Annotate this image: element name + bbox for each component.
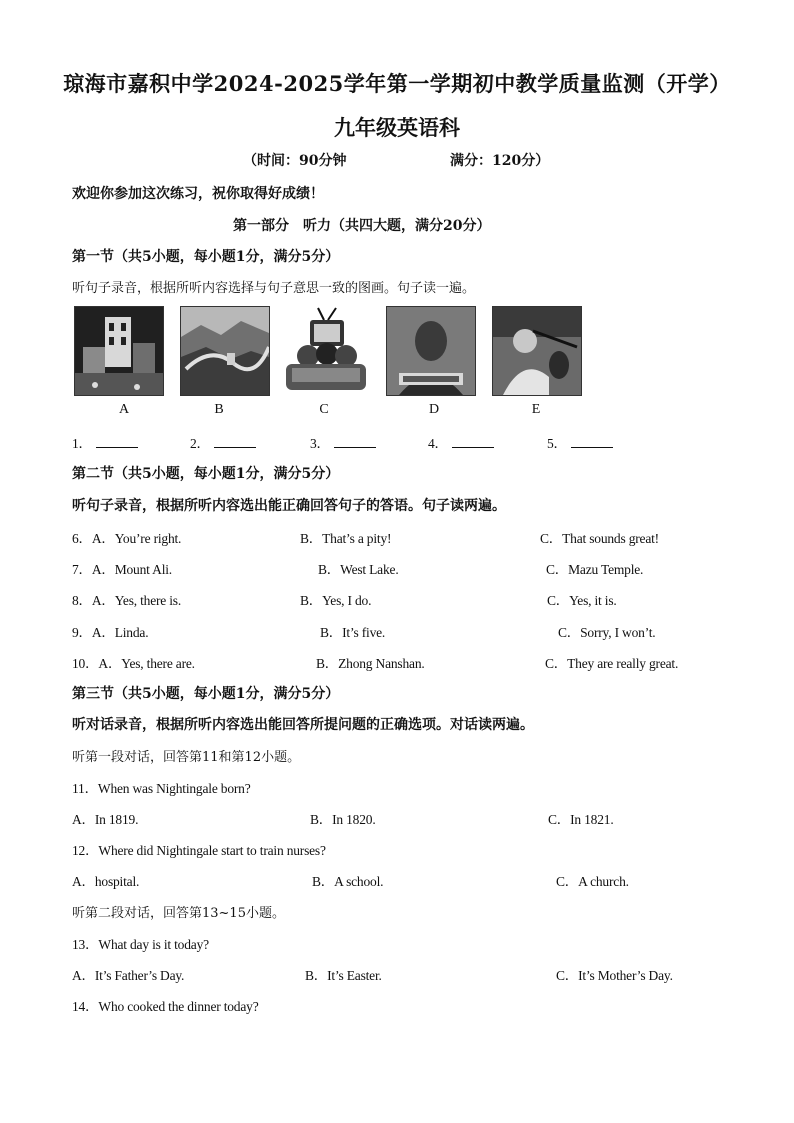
question-12-option-a[interactable]: A．hospital. xyxy=(72,874,140,889)
question-13-option-a[interactable]: A．It’s Father’s Day. xyxy=(72,968,185,983)
great-wall-image xyxy=(180,306,270,396)
question-7-option-b[interactable]: B．West Lake. xyxy=(318,562,399,577)
question-10: 10．A．Yes, there are. xyxy=(72,656,195,671)
question-10-option-b[interactable]: B．Zhong Nanshan. xyxy=(316,656,425,671)
question-14: 14．Who cooked the dinner today? xyxy=(72,999,259,1014)
question-11-option-c[interactable]: C．In 1821. xyxy=(548,812,614,827)
picture-label-a: A xyxy=(118,402,130,417)
question-12: 12．Where did Nightingale start to train nurses? xyxy=(72,843,326,858)
section2-instruction: 听句子录音，根据所听内容选出能正确回答句子的答语。句子读两遍。 xyxy=(72,498,506,514)
welcome-text: 欢迎你参加这次练习，祝你取得好成绩！ xyxy=(72,186,324,202)
answer-blank-3[interactable]: 3． xyxy=(310,432,376,452)
answer-blank-1[interactable]: 1． xyxy=(72,432,138,452)
section3-heading: 第三节（共5小题，每小题1分，满分5分） xyxy=(72,686,340,702)
portrait-image xyxy=(386,306,476,396)
exam-subject: 九年级英语科 xyxy=(334,115,460,140)
dialog1-note: 听第一段对话，回答第11和第12小题。 xyxy=(72,750,301,765)
question-7-option-c[interactable]: C．Mazu Temple. xyxy=(546,562,644,577)
kids-watching-tv-image xyxy=(282,306,370,394)
section2-heading: 第二节（共5小题，每小题1分，满分5分） xyxy=(72,466,340,482)
question-13-option-b[interactable]: B．It’s Easter. xyxy=(305,968,382,983)
question-9-option-c[interactable]: C．Sorry, I won’t. xyxy=(558,625,656,640)
section3-instruction: 听对话录音，根据所听内容选出能回答所提问题的正确选项。对话读两遍。 xyxy=(72,717,534,733)
picture-label-d: D xyxy=(428,402,440,417)
question-12-option-c[interactable]: C．A church. xyxy=(556,874,629,889)
question-9: 9．A．Linda. xyxy=(72,625,149,640)
section1-heading: 第一节（共5小题，每小题1分，满分5分） xyxy=(72,249,340,265)
question-10-option-c[interactable]: C．They are really great. xyxy=(545,656,679,671)
picture-label-b: B xyxy=(214,402,224,417)
part1-heading: 第一部分 听力（共四大题，满分20分） xyxy=(233,218,491,234)
question-13: 13．What day is it today? xyxy=(72,937,209,952)
question-11-option-b[interactable]: B．In 1820. xyxy=(310,812,376,827)
question-6-option-c[interactable]: C．That sounds great! xyxy=(540,531,659,546)
answer-blank-5[interactable]: 5． xyxy=(547,432,613,452)
question-6-option-b[interactable]: B．That’s a pity! xyxy=(300,531,392,546)
answer-blank-4[interactable]: 4． xyxy=(428,432,494,452)
question-8-option-c[interactable]: C．Yes, it is. xyxy=(547,593,617,608)
exam-score: 满分：120分） xyxy=(450,153,550,169)
section1-instruction: 听句子录音，根据所听内容选择与句子意思一致的图画。句子读一遍。 xyxy=(72,281,476,296)
exam-time: （时间：90分钟 xyxy=(243,153,347,169)
question-13-option-c[interactable]: C．It’s Mother’s Day. xyxy=(556,968,673,983)
picture-label-e: E xyxy=(531,402,541,417)
boy-playing-violin-image xyxy=(492,306,582,396)
question-9-option-b[interactable]: B．It’s five. xyxy=(320,625,386,640)
question-11: 11．When was Nightingale born? xyxy=(72,781,251,796)
question-11-option-a[interactable]: A．In 1819. xyxy=(72,812,139,827)
exam-title: 琼海市嘉积中学2024-2025学年第一学期初中教学质量监测（开学） xyxy=(63,71,731,96)
question-8: 8．A．Yes, there is. xyxy=(72,593,182,608)
question-8-option-b[interactable]: B．Yes, I do. xyxy=(300,593,372,608)
dialog2-note: 听第二段对话，回答第13~15小题。 xyxy=(72,906,285,921)
picture-label-c: C xyxy=(319,402,329,417)
answer-blank-2[interactable]: 2． xyxy=(190,432,256,452)
night-building-image xyxy=(74,306,164,396)
question-7: 7．A．Mount Ali. xyxy=(72,562,172,577)
question-6: 6．A．You’re right. xyxy=(72,531,182,546)
question-12-option-b[interactable]: B．A school. xyxy=(312,874,384,889)
